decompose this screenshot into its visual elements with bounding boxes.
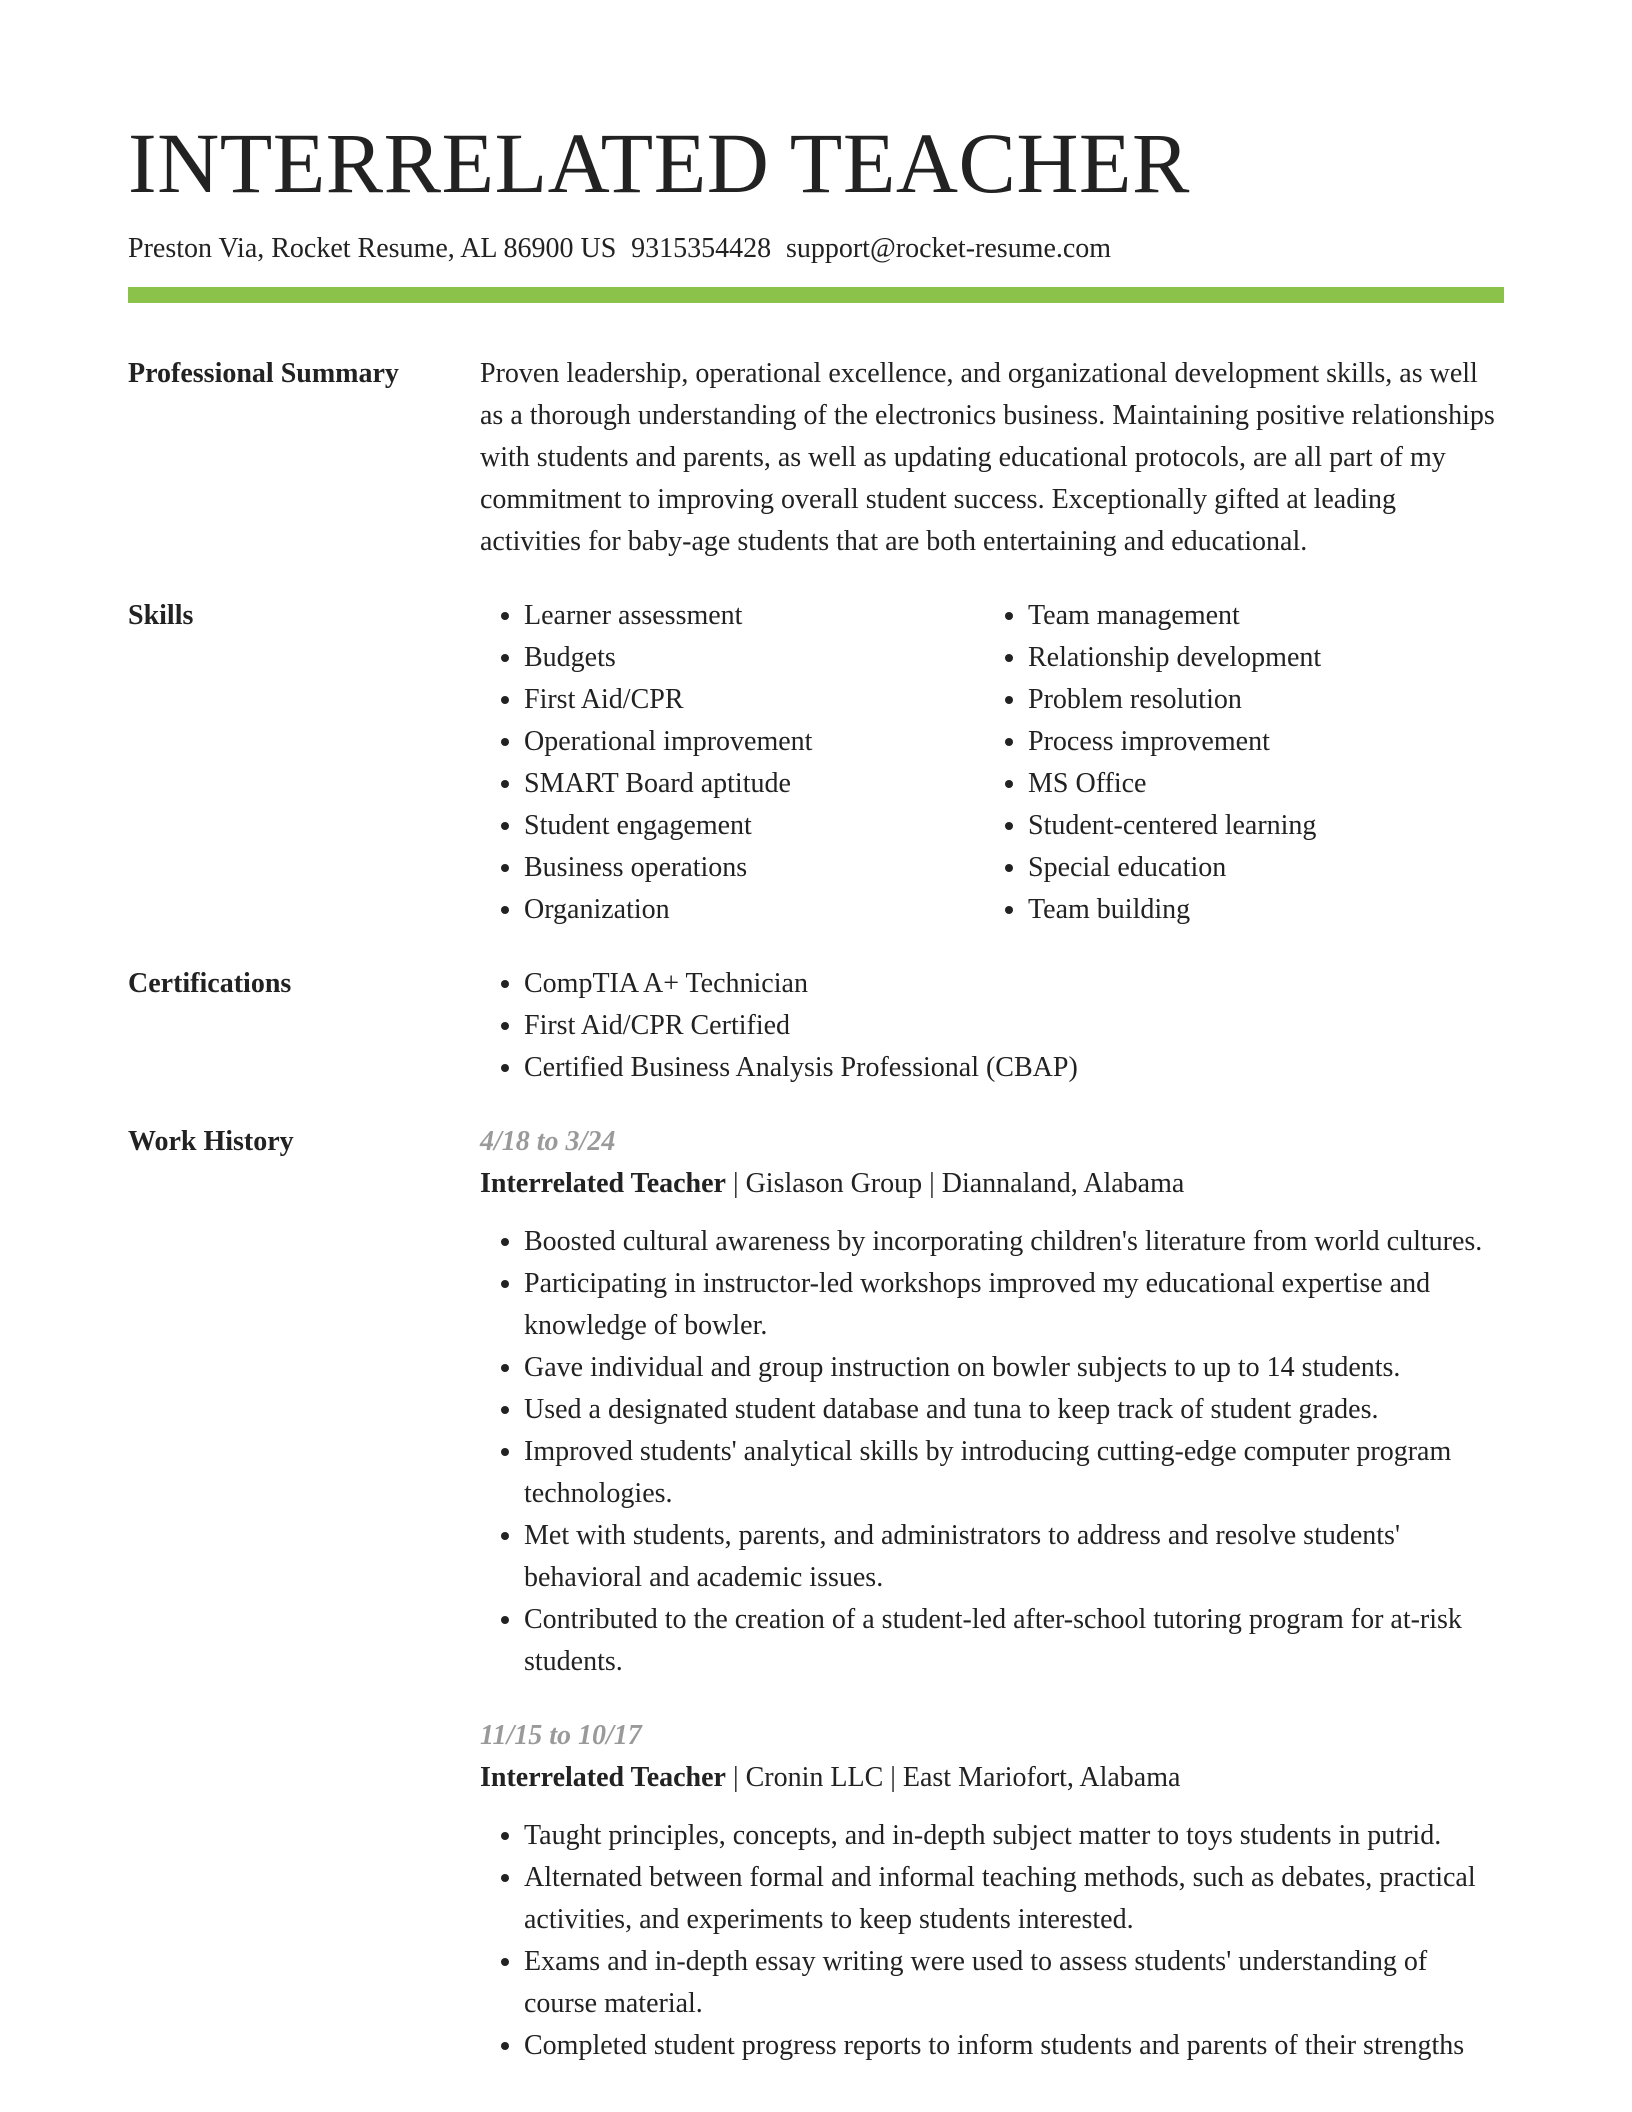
skills-body (480, 595, 1504, 931)
certification-item: • First Aid/CPR Certified (524, 1005, 1504, 1047)
job-bullet-item: • Gave individual and group instruction on bowler subjects to up to 14 students. (524, 1347, 1504, 1389)
summary-section (128, 353, 1504, 563)
skill-item: • Budgets (524, 637, 984, 679)
skills-list-left (480, 595, 984, 931)
skills-list-right (984, 595, 1488, 931)
job-dates: 4/18 to 3/24 (480, 1125, 616, 1157)
skill-item: • Operational improvement (524, 721, 984, 763)
skill-item: • Special education (1028, 847, 1488, 889)
job-title: Interrelated Teacher (480, 1761, 726, 1793)
job-bullets (480, 1815, 1504, 2067)
skill-item: • Team management (1028, 595, 1488, 637)
job-bullet-item: • Used a designated student database and tuna to keep track of student grades. (524, 1389, 1504, 1431)
job-bullet-item: • Exams and in-depth essay writing were used to assess students' understanding of course material. (524, 1941, 1504, 2025)
header-accent-divider (128, 287, 1504, 303)
job-bullet-item: • Met with students, parents, and administrators to address and resolve students' behavioral and academic issues. (524, 1515, 1504, 1599)
job-header (480, 1757, 1504, 1799)
work-history-section (128, 1121, 1504, 2067)
certifications-section (128, 963, 1504, 1089)
skill-item: • Learner assessment (524, 595, 984, 637)
job-title: Interrelated Teacher (480, 1167, 726, 1199)
contact-address: Preston Via, Rocket Resume, AL 86900 US (128, 233, 617, 264)
job-company-location: | Gislason Group | Diannaland, Alabama (725, 1167, 1185, 1199)
certification-item: • CompTIA A+ Technician (524, 963, 1504, 1005)
skills-grid (480, 595, 1504, 931)
job-bullet-item: • Alternated between formal and informal teaching methods, such as debates, practical activities, and experiments to keep students interested. (524, 1857, 1504, 1941)
skill-item: • MS Office (1028, 763, 1488, 805)
certifications-list (480, 963, 1504, 1089)
skill-item: • Organization (524, 889, 984, 931)
job-bullet-item: • Participating in instructor-led workshops improved my educational expertise and knowledge of bowler. (524, 1263, 1504, 1347)
work-history-section-label: Work History (128, 1125, 294, 1157)
job-bullet-item: • Improved students' analytical skills by introducing cutting-edge computer program technologies. (524, 1431, 1504, 1515)
job-bullet-item: • Boosted cultural awareness by incorporating children's literature from world cultures. (524, 1221, 1504, 1263)
summary-text: Proven leadership, operational excellence, and organizational development skills, as well as a thorough understanding of the electronics business. Maintaining positive relationships with students and parents, as well as updating educational protocols, are all part of my commitment to improving overall student success. Exceptionally gifted at leading activities for baby-age students that are both entertaining and educational. (480, 357, 1495, 557)
certifications-body (480, 963, 1504, 1089)
job-bullet-item: • Completed student progress reports to inform students and parents of their strengths (524, 2025, 1504, 2067)
summary-section-label: Professional Summary (128, 357, 399, 389)
work-history-body (480, 1121, 1504, 2067)
resume-name-heading: INTERRELATED TEACHER (128, 115, 1190, 211)
skills-section-label: Skills (128, 599, 194, 631)
contact-phone: 9315354428 (631, 233, 772, 264)
job-dates: 11/15 to 10/17 (480, 1719, 642, 1751)
skills-column-left (480, 595, 984, 931)
skills-section (128, 595, 1504, 931)
job-entry (480, 1121, 1504, 1683)
skill-item: • Student-centered learning (1028, 805, 1488, 847)
job-header (480, 1163, 1504, 1205)
job-bullets (480, 1221, 1504, 1683)
skills-column-right (984, 595, 1488, 931)
skill-item: • Relationship development (1028, 637, 1488, 679)
job-bullet-item: • Contributed to the creation of a student-led after-school tutoring program for at-risk students. (524, 1599, 1504, 1683)
contact-line (128, 232, 1504, 266)
skill-item: • Student engagement (524, 805, 984, 847)
job-company-location: | Cronin LLC | East Mariofort, Alabama (725, 1761, 1181, 1793)
certification-item: • Certified Business Analysis Professional (CBAP) (524, 1047, 1504, 1089)
skill-item: • Problem resolution (1028, 679, 1488, 721)
skill-item: • First Aid/CPR (524, 679, 984, 721)
skill-item: • SMART Board aptitude (524, 763, 984, 805)
job-entry (480, 1715, 1504, 2067)
contact-email: support@rocket-resume.com (785, 233, 1112, 264)
skill-item: • Business operations (524, 847, 984, 889)
skill-item: • Team building (1028, 889, 1488, 931)
certifications-section-label: Certifications (128, 967, 292, 999)
job-bullet-item: • Taught principles, concepts, and in-depth subject matter to toys students in putrid. (524, 1815, 1504, 1857)
skill-item: • Process improvement (1028, 721, 1488, 763)
